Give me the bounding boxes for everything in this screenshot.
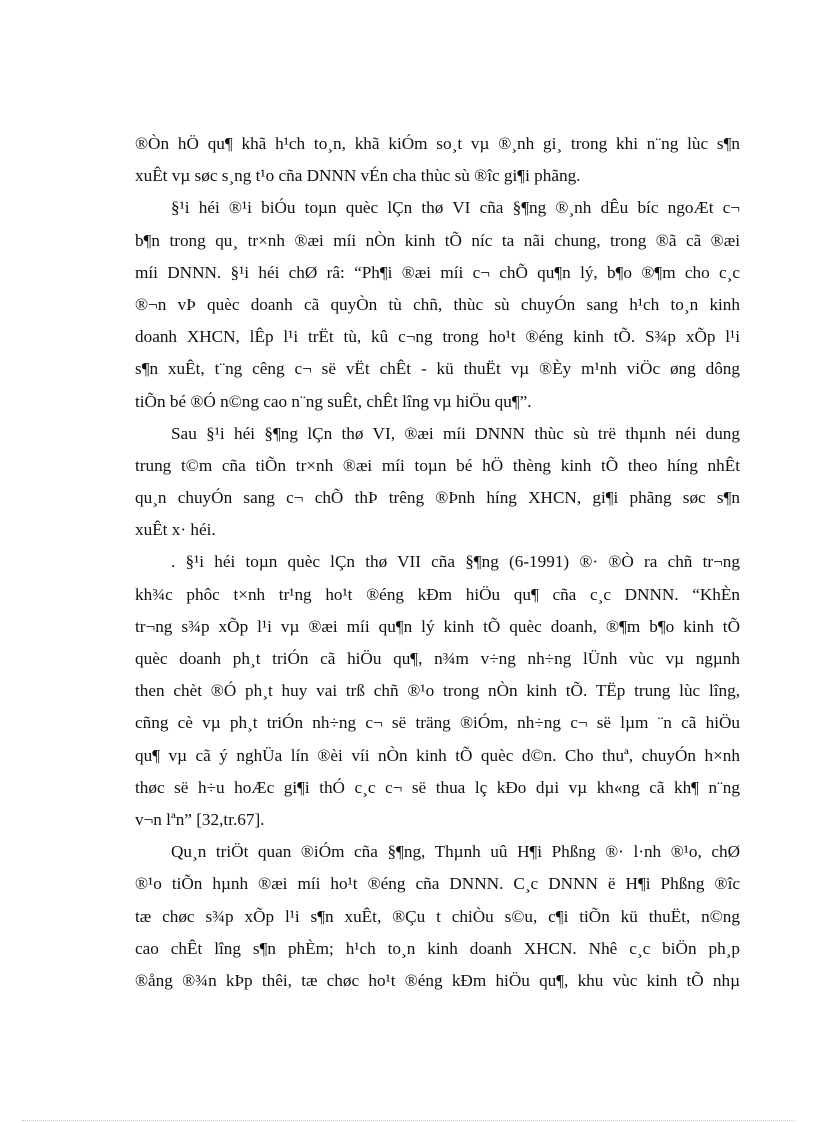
body-text — [135, 128, 740, 997]
text-line: s¶n xuÊt, t¨ng cêng c¬ së vËt chÊt - kü thuËt vµ ®Èy m¹nh viÖc øng dông — [135, 359, 740, 379]
text-line: trung t©m cña tiÕn tr×nh ®æi míi toµn bé hÖ thèng kinh tÕ theo híng nhÊt — [135, 455, 740, 475]
text-line: cao chÊt lîng s¶n phÈm; h¹ch to¸n kinh doanh XHCN. Nhê c¸c biÖn ph¸p — [135, 938, 740, 958]
text-line: xuÊt x· héi. — [135, 520, 216, 540]
text-line: doanh XHCN, lÊp l¹i trËt tù, kû c¬ng trong ho¹t ®éng kinh tÕ. S¾p xÕp l¹i — [135, 327, 740, 347]
text-line: . §¹i héi toµn quèc lÇn thø VII cña §¶ng (6-1991) ®· ®Ò ra chñ tr¬ng — [171, 552, 740, 572]
text-line: tiÕn bé ®Ó n©ng cao n¨ng suÊt, chÊt lîng vµ hiÖu qu¶”. — [135, 391, 532, 411]
text-line: xuÊt vµ søc s¸ng t¹o cña DNNN vÉn cha thùc sù ®îc gi¶i phãng. — [135, 166, 581, 186]
text-line: ®Òn hÖ qu¶ khã h¹ch to¸n, khã kiÓm so¸t vµ ®¸nh gi¸ trong khi n¨ng lùc s¶n — [135, 134, 740, 153]
text-line: then chèt ®Ó ph¸t huy vai trß chñ ®¹o trong nÒn kinh tÕ. TËp trung lùc lîng, — [135, 681, 740, 701]
text-line: quèc doanh ph¸t triÓn cã hiÖu qu¶, n¾m v÷ng nh÷ng lÜnh vùc vµ ngµnh — [135, 649, 740, 668]
text-line: §¹i héi ®¹i biÓu toµn quèc lÇn thø VI cña §¶ng ®¸nh dÊu bíc ngoÆt c¬ — [171, 198, 740, 218]
text-line: ®¹o tiÕn hµnh ®æi míi ho¹t ®éng cña DNNN. C¸c DNNN ë H¶i Phßng ®îc — [135, 874, 740, 894]
text-line: ®ång ®¾n kÞp thêi, tæ chøc ho¹t ®éng kÐm hiÖu qu¶, khu vùc kinh tÕ nhµ — [135, 970, 740, 990]
text-line: qu¶ vµ cã ý nghÜa lín ®èi víi nÒn kinh tÕ quèc d©n. Cho thuª, chuyÓn h×nh — [135, 745, 740, 765]
text-line: b¶n trong qu¸ tr×nh ®æi míi nÒn kinh tÕ níc ta nãi chung, trong ®ã cã ®æi — [135, 230, 740, 250]
text-line: tæ chøc s¾p xÕp l¹i s¶n xuÊt, ®Çu t chiÒu s©u, c¶i tiÕn kü thuËt, n©ng — [135, 906, 740, 926]
text-line: qu¸n chuyÓn sang c¬ chÕ thÞ trêng ®Þnh híng XHCN, gi¶i phãng søc s¶n — [135, 488, 740, 508]
text-line: tr¬ng s¾p xÕp l¹i vµ ®æi míi qu¶n lý kinh tÕ quèc doanh, ®¶m b¶o kinh tÕ — [135, 616, 740, 636]
text-line: v¬n lªn” [32,tr.67]. — [135, 809, 265, 829]
text-line: míi DNNN. §¹i héi chØ râ: “Ph¶i ®æi míi c¬ chÕ qu¶n lý, b¶o ®¶m cho c¸c — [135, 262, 740, 282]
text-line: Qu¸n triÖt quan ®iÓm cña §¶ng, Thµnh uû H¶i Phßng ®· l·nh ®¹o, chØ — [171, 842, 740, 862]
text-line: kh¾c phôc t×nh tr¹ng ho¹t ®éng kÐm hiÖu qu¶ cña c¸c DNNN. “KhÈn — [135, 584, 740, 604]
text-line: ®¬n vÞ quèc doanh cã quyÒn tù chñ, thùc sù chuyÓn sang h¹ch to¸n kinh — [135, 294, 740, 314]
page-bottom-divider — [22, 1120, 794, 1121]
text-line: thøc së h÷u hoÆc gi¶i thÓ c¸c c¬ së thua lç kÐo dµi vµ kh«ng cã kh¶ n¨ng — [135, 777, 740, 797]
text-line: Sau §¹i héi §¶ng lÇn thø VI, ®æi míi DNNN thùc sù trë thµnh néi dung — [171, 423, 740, 443]
text-line: cñng cè vµ ph¸t triÓn nh÷ng c¬ së träng ®iÓm, nh÷ng c¬ së lµm ¨n cã hiÖu — [135, 713, 740, 733]
